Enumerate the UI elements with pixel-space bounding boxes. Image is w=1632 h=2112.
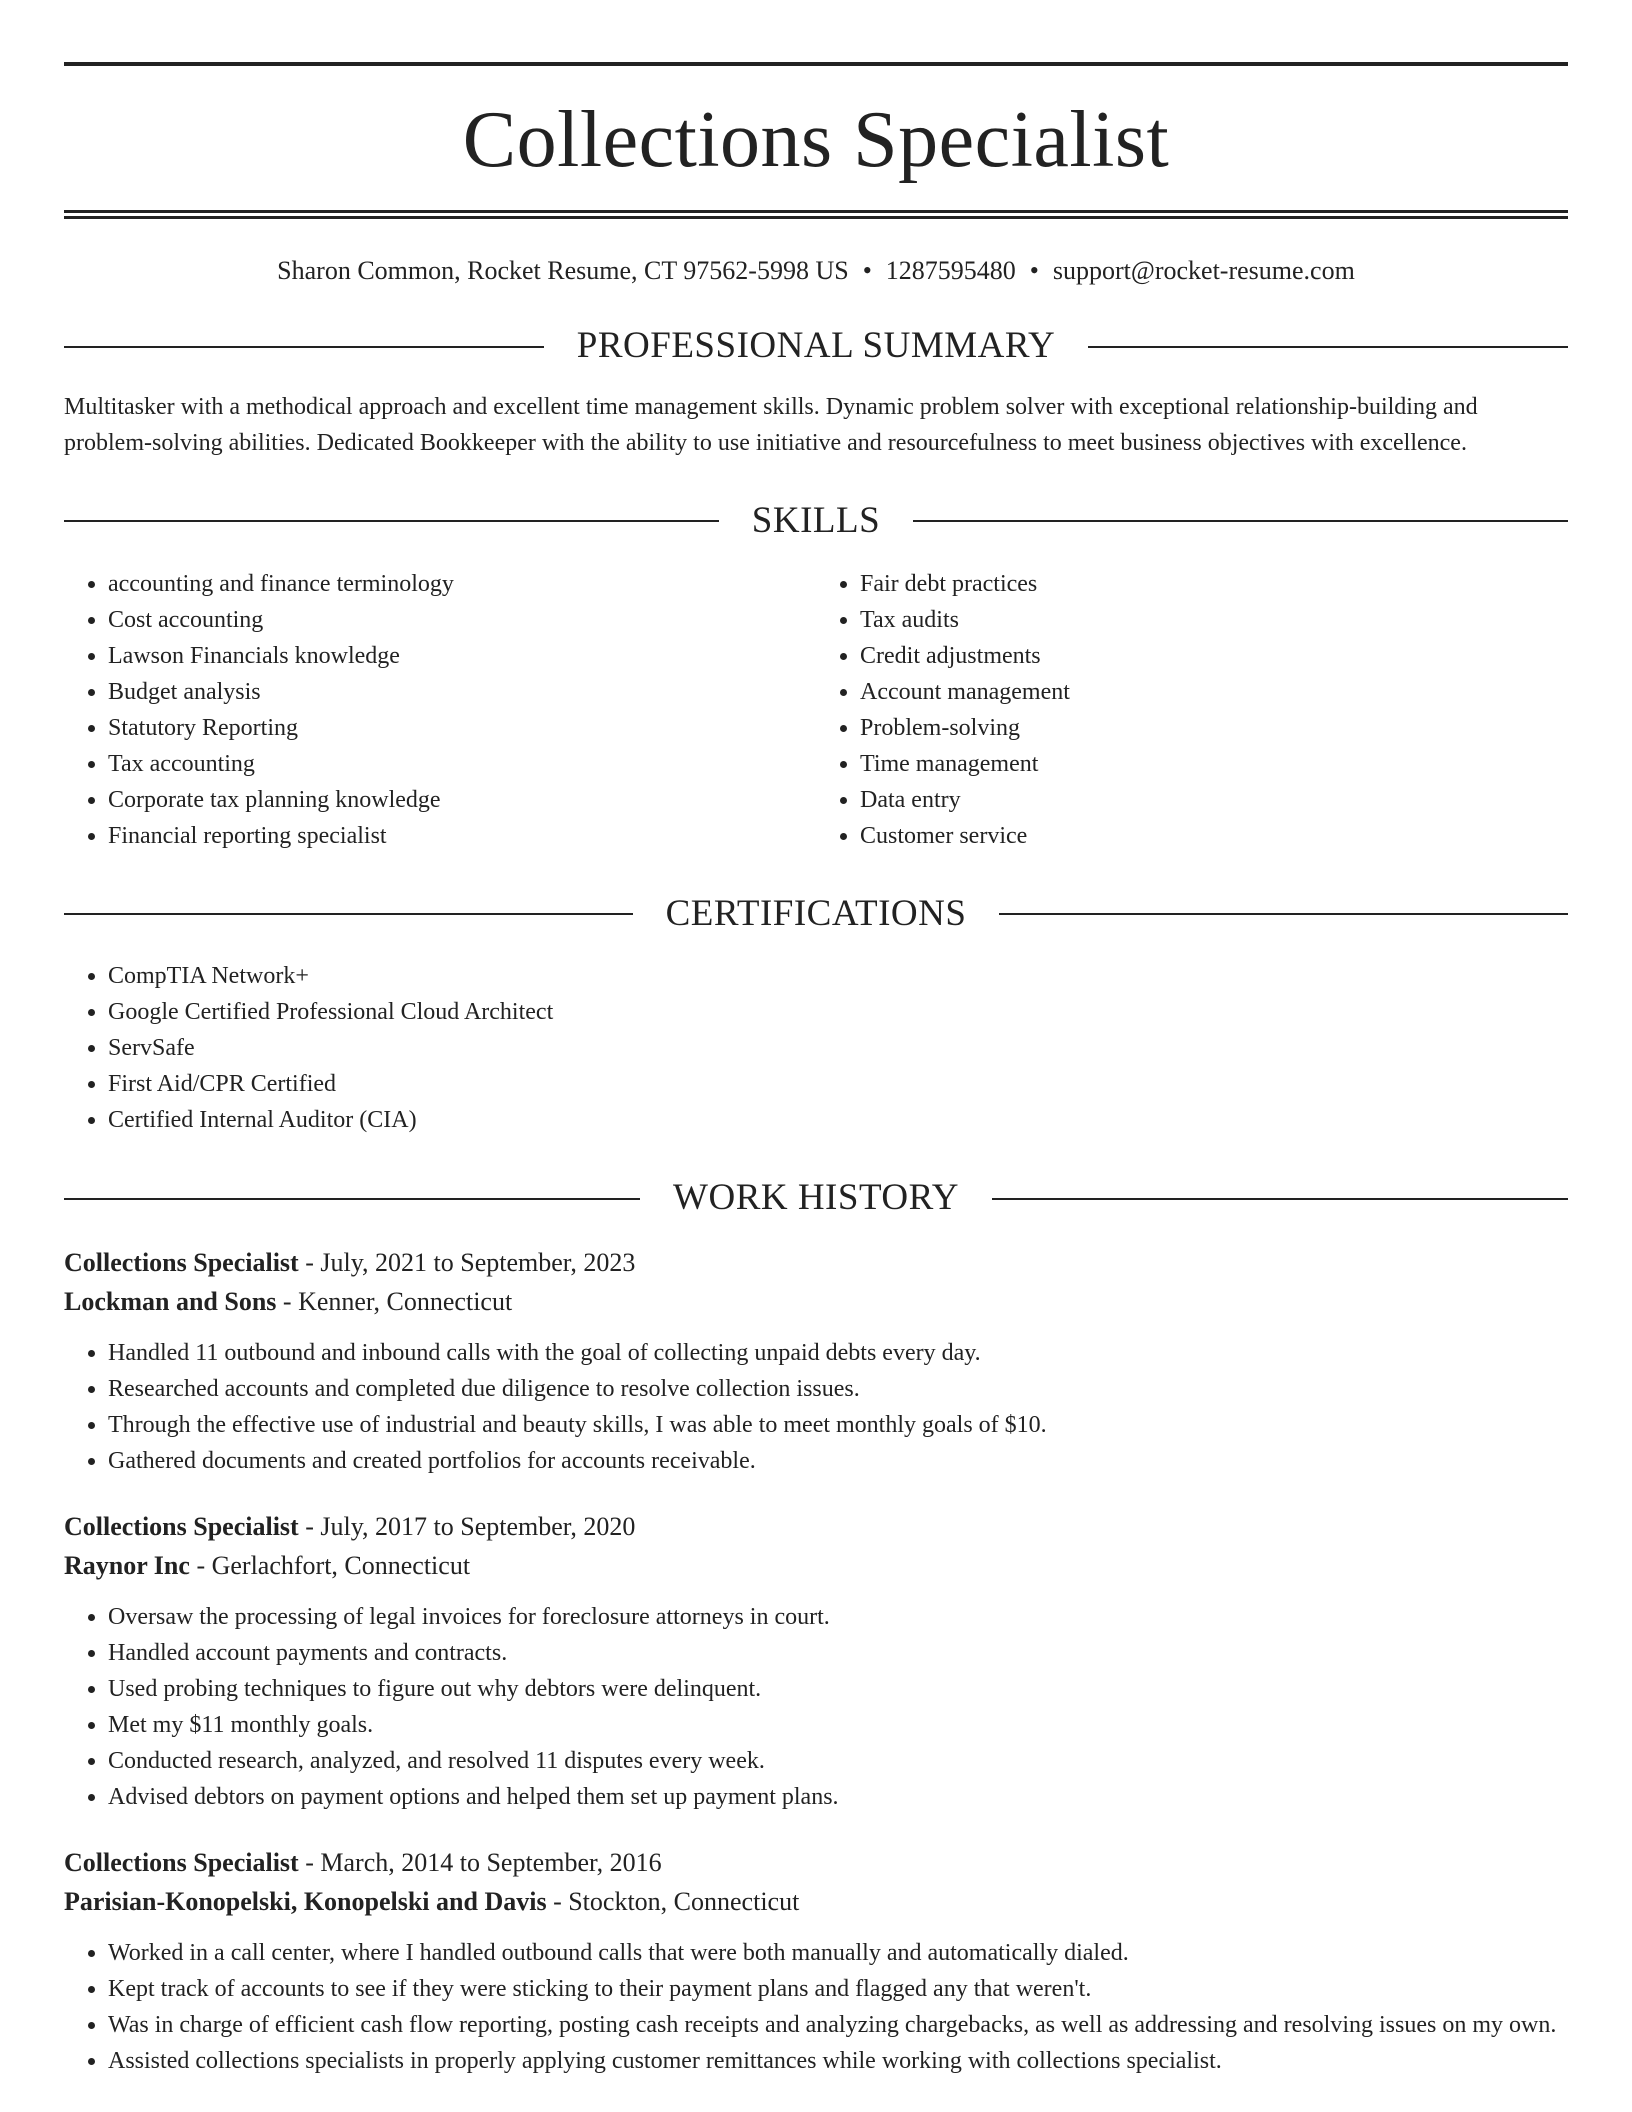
skill-item: • Customer service	[860, 818, 1568, 854]
divider-line	[992, 1198, 1568, 1200]
job-bullet: • Used probing techniques to figure out why debtors were delinquent.	[108, 1671, 1568, 1707]
job-dates: - July, 2017 to September, 2020	[298, 1511, 636, 1541]
job-entry	[64, 1507, 1568, 1815]
job-location: - Gerlachfort, Connecticut	[189, 1550, 471, 1580]
contact-separator: •	[862, 256, 872, 285]
contact-line	[64, 255, 1568, 286]
job-company-line	[64, 1882, 1568, 1921]
certification-item: • ServSafe	[108, 1030, 1568, 1066]
job-bullet: • Kept track of accounts to see if they were sticking to their payment plans and flagged any that weren't.	[108, 1971, 1568, 2007]
contact-separator: •	[1029, 256, 1039, 285]
top-rule	[64, 62, 1568, 66]
skill-item: • Tax accounting	[108, 746, 816, 782]
job-dates: - March, 2014 to September, 2016	[298, 1847, 662, 1877]
certification-item: • CompTIA Network+	[108, 958, 1568, 994]
job-entry	[64, 1243, 1568, 1479]
section-header-skills	[64, 501, 1568, 542]
skill-item: • Tax audits	[860, 602, 1568, 638]
certification-item: • First Aid/CPR Certified	[108, 1066, 1568, 1102]
contact-address: Sharon Common, Rocket Resume, CT 97562-5998 US	[277, 256, 849, 285]
contact-email: support@rocket-resume.com	[1052, 256, 1355, 285]
resume-title: Collections Specialist	[462, 96, 1170, 184]
job-location: - Stockton, Connecticut	[546, 1886, 800, 1916]
section-header-summary	[64, 326, 1568, 367]
section-title-skills: SKILLS	[751, 499, 881, 541]
job-bullets	[64, 1599, 1568, 1815]
job-company: Parisian-Konopelski, Konopelski and Davis	[64, 1886, 547, 1916]
job-bullet: • Gathered documents and created portfolios for accounts receivable.	[108, 1443, 1568, 1479]
job-bullet: • Handled account payments and contracts.	[108, 1635, 1568, 1671]
job-bullet: • Handled 11 outbound and inbound calls with the goal of collecting unpaid debts every day.	[108, 1335, 1568, 1371]
divider-line	[999, 913, 1568, 915]
summary-text: Multitasker with a methodical approach and excellent time management skills. Dynamic problem solver with exceptional relationship-building and problem-solving abilities. Dedicated Bookkeeper with the ability to use initiative and resourcefulness to meet business objectives with excellence.	[64, 393, 1478, 456]
divider-line	[64, 346, 544, 348]
divider-line	[64, 520, 719, 522]
job-company: Raynor Inc	[64, 1550, 190, 1580]
job-bullet: • Conducted research, analyzed, and resolved 11 disputes every week.	[108, 1743, 1568, 1779]
job-title-line	[64, 1843, 1568, 1882]
title-double-rule	[64, 210, 1568, 219]
skill-item: • Problem-solving	[860, 710, 1568, 746]
section-header-certifications	[64, 894, 1568, 935]
skill-item: • Lawson Financials knowledge	[108, 638, 816, 674]
job-bullet: • Assisted collections specialists in properly applying customer remittances while working with collections specialist.	[108, 2043, 1568, 2079]
job-location: - Kenner, Connecticut	[276, 1286, 513, 1316]
job-title-line	[64, 1507, 1568, 1546]
job-entry	[64, 1843, 1568, 2079]
job-role: Collections Specialist	[64, 1847, 299, 1877]
divider-line	[913, 520, 1568, 522]
skills-columns	[64, 566, 1568, 854]
job-company: Lockman and Sons	[64, 1286, 277, 1316]
skill-item: • Financial reporting specialist	[108, 818, 816, 854]
contact-phone: 1287595480	[885, 256, 1016, 285]
section-title-certifications: CERTIFICATIONS	[665, 892, 967, 934]
job-bullet: • Advised debtors on payment options and helped them set up payment plans.	[108, 1779, 1568, 1815]
skill-item: • Data entry	[860, 782, 1568, 818]
certification-item: • Certified Internal Auditor (CIA)	[108, 1102, 1568, 1138]
divider-line	[64, 1198, 640, 1200]
certifications-block	[64, 958, 1568, 1138]
job-bullets	[64, 1335, 1568, 1479]
skill-item: • Time management	[860, 746, 1568, 782]
job-bullet: • Through the effective use of industrial and beauty skills, I was able to meet monthly goals of $10.	[108, 1407, 1568, 1443]
job-bullets	[64, 1935, 1568, 2079]
job-bullet: • Worked in a call center, where I handled outbound calls that were both manually and automatically dialed.	[108, 1935, 1568, 1971]
divider-line	[1088, 346, 1568, 348]
job-bullet: • Was in charge of efficient cash flow reporting, posting cash receipts and analyzing chargebacks, as well as addressing and resolving issues on my own.	[108, 2007, 1568, 2043]
job-bullet: • Researched accounts and completed due diligence to resolve collection issues.	[108, 1371, 1568, 1407]
job-role: Collections Specialist	[64, 1247, 299, 1277]
job-dates: - July, 2021 to September, 2023	[298, 1247, 636, 1277]
work-history	[64, 1243, 1568, 2079]
skill-item: • Budget analysis	[108, 674, 816, 710]
certification-item: • Google Certified Professional Cloud Architect	[108, 994, 1568, 1030]
divider-line	[64, 913, 633, 915]
section-title-summary: PROFESSIONAL SUMMARY	[576, 325, 1056, 367]
skill-item: • accounting and finance terminology	[108, 566, 816, 602]
skill-item: • Credit adjustments	[860, 638, 1568, 674]
skill-item: • Account management	[860, 674, 1568, 710]
skills-list-left	[64, 566, 816, 854]
skills-list-right	[816, 566, 1568, 854]
job-bullet: • Met my $11 monthly goals.	[108, 1707, 1568, 1743]
section-header-work	[64, 1178, 1568, 1219]
skill-item: • Statutory Reporting	[108, 710, 816, 746]
skill-item: • Cost accounting	[108, 602, 816, 638]
resume-page	[64, 62, 1568, 2079]
job-company-line	[64, 1282, 1568, 1321]
job-role: Collections Specialist	[64, 1511, 299, 1541]
job-bullet: • Oversaw the processing of legal invoices for foreclosure attorneys in court.	[108, 1599, 1568, 1635]
certifications-list	[64, 958, 1568, 1138]
job-company-line	[64, 1546, 1568, 1585]
skill-item: • Corporate tax planning knowledge	[108, 782, 816, 818]
job-title-line	[64, 1243, 1568, 1282]
skill-item: • Fair debt practices	[860, 566, 1568, 602]
section-title-work: WORK HISTORY	[673, 1177, 959, 1219]
